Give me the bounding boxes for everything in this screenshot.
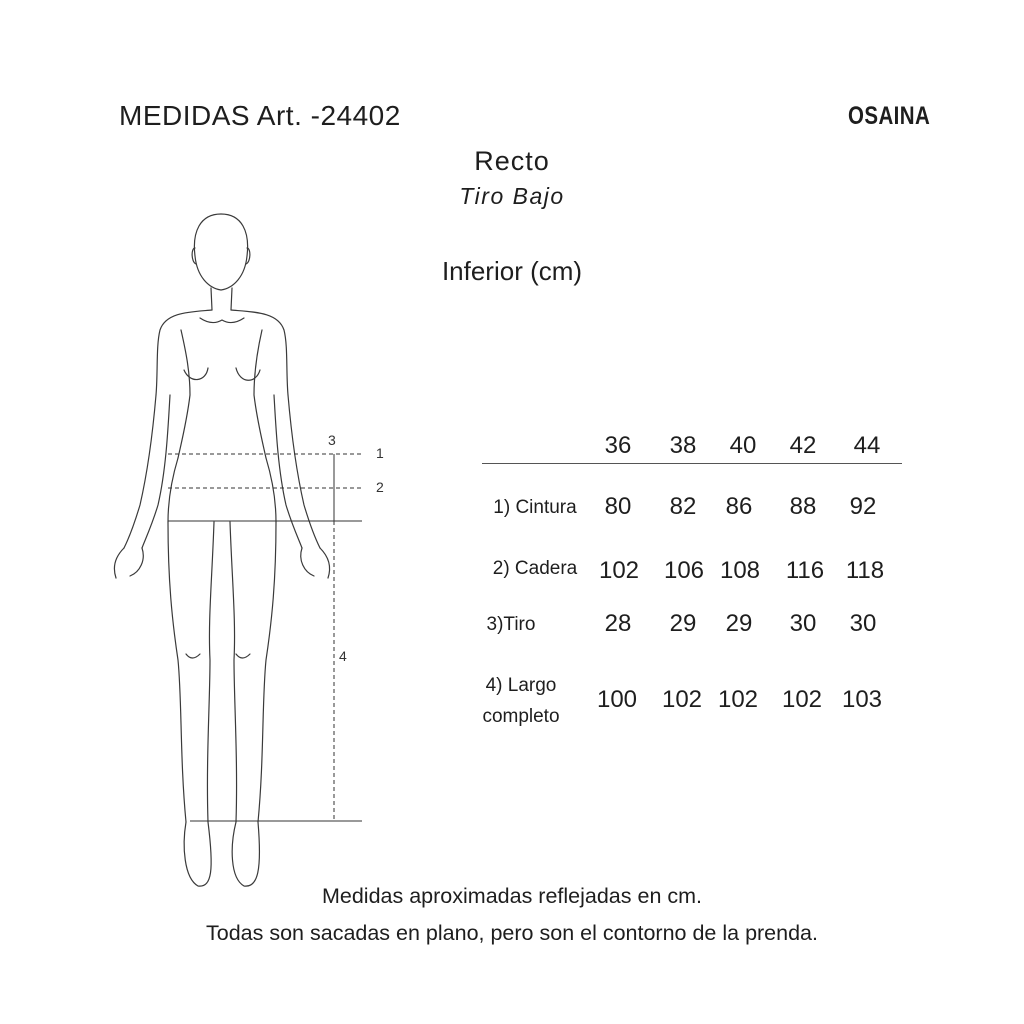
note-approximate: Medidas aproximadas reflejadas en cm.: [321, 884, 703, 908]
table-cell: 118: [845, 557, 885, 584]
table-cell: 103: [841, 686, 883, 713]
table-cell: 102: [661, 686, 703, 713]
table-cell: 29: [669, 610, 697, 637]
rise-type: Tiro Bajo: [459, 183, 565, 209]
table-cell: 92: [849, 493, 877, 520]
section-title: Inferior (cm): [441, 256, 583, 286]
table-header-divider: [482, 463, 902, 464]
table-cell: 116: [785, 557, 825, 584]
size-header: 36: [604, 432, 632, 459]
table-cell: 88: [789, 493, 817, 520]
table-cell: 102: [781, 686, 823, 713]
measurement-marker-1: 1: [376, 445, 384, 461]
size-header: 42: [789, 432, 817, 459]
row-label-completo: completo: [482, 706, 560, 727]
table-cell: 82: [669, 493, 697, 520]
table-cell: 30: [849, 610, 877, 637]
table-cell: 86: [725, 493, 753, 520]
row-label-tiro: 3)Tiro: [486, 614, 536, 635]
row-label-cintura: 1) Cintura: [493, 497, 577, 518]
table-cell: 102: [717, 686, 759, 713]
table-cell: 80: [604, 493, 632, 520]
table-cell: 100: [596, 686, 638, 713]
article-title: MEDIDAS Art. -24402: [119, 100, 401, 131]
body-figure-illustration: [100, 210, 400, 900]
note-flat-measurement: Todas son sacadas en plano, pero son el contorno de la prenda.: [206, 921, 818, 945]
table-cell: 29: [725, 610, 753, 637]
style-name: Recto: [474, 146, 550, 176]
table-cell: 102: [598, 557, 640, 584]
table-cell: 28: [604, 610, 632, 637]
table-cell: 106: [663, 557, 705, 584]
brand-logo: OSAINA: [848, 102, 931, 130]
measurement-marker-2: 2: [376, 479, 384, 495]
table-cell: 108: [719, 557, 761, 584]
measurement-marker-4: 4: [339, 648, 347, 664]
size-header: 44: [853, 432, 881, 459]
row-label-largo: 4) Largo: [485, 675, 557, 696]
row-label-cadera: 2) Cadera: [492, 558, 578, 579]
table-cell: 30: [789, 610, 817, 637]
size-header: 38: [669, 432, 697, 459]
size-header: 40: [729, 432, 757, 459]
measurement-marker-3: 3: [328, 432, 336, 448]
